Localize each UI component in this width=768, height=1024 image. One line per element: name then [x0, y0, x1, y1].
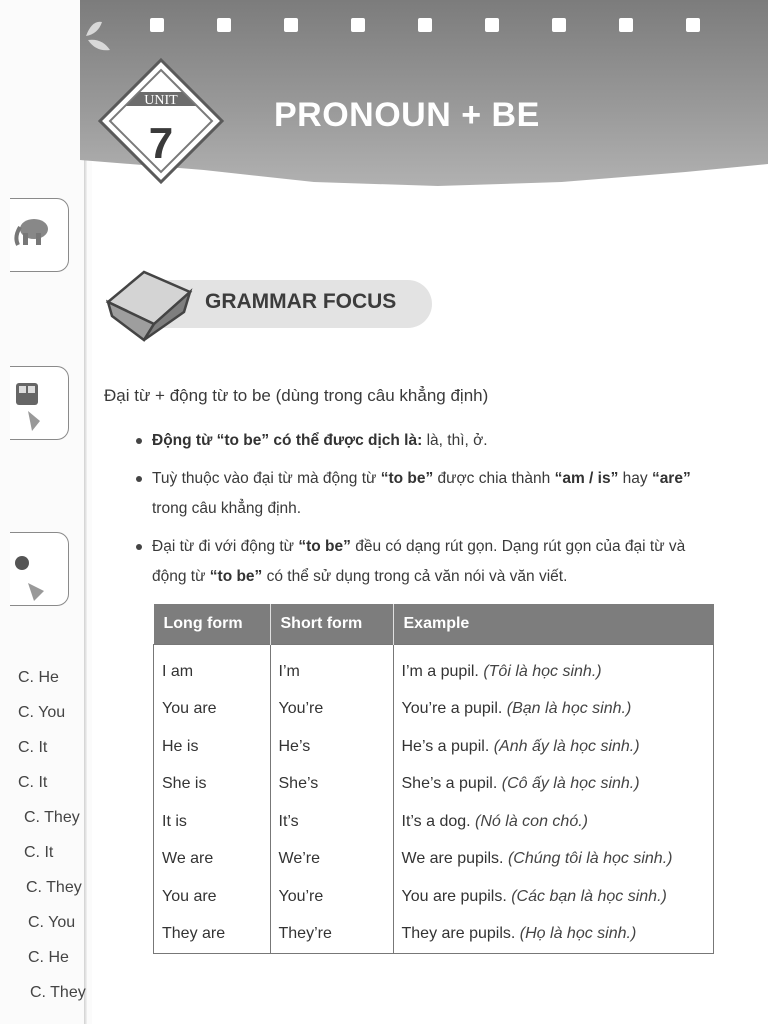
unit-label: UNIT: [144, 93, 178, 108]
example-translation: (Chúng tôi là học sinh.): [507, 850, 673, 868]
bullet-text: có thể sử dụng trong cả văn nói và văn viết.: [262, 568, 568, 585]
short-form-cell: He’s: [270, 728, 393, 766]
margin-answer: C. They: [30, 984, 86, 1001]
unit-badge: [96, 56, 226, 186]
table-row: [154, 803, 714, 841]
elephant-icon: [14, 209, 54, 253]
table-row: [154, 728, 714, 766]
bullet-text: là, thì, ở.: [422, 432, 488, 449]
margin-answer: C. You: [28, 914, 76, 931]
hole: [552, 18, 566, 32]
long-form-cell: She is: [154, 766, 271, 804]
bullet-text: Đại từ đi với động từ: [152, 538, 299, 555]
long-form-cell: I am: [154, 645, 271, 691]
short-form-cell: We’re: [270, 841, 393, 879]
bullet-bold: “are”: [651, 470, 691, 487]
long-form-cell: He is: [154, 728, 271, 766]
example-translation: (Các bạn là học sinh.): [511, 887, 667, 905]
table-body: [154, 645, 714, 954]
table-row: [154, 841, 714, 879]
example-cell: [393, 728, 714, 766]
table-row: [154, 645, 714, 691]
short-form-cell: It’s: [270, 803, 393, 841]
bullet-bold: “to be”: [380, 470, 434, 487]
hole: [418, 18, 432, 32]
table-row: [154, 916, 714, 954]
table-row: [154, 878, 714, 916]
notebook-holes: [150, 18, 750, 32]
bullet-item: [152, 464, 722, 524]
hole: [686, 18, 700, 32]
bullet-text: trong câu khẳng định.: [152, 500, 302, 517]
fish-icon: [14, 543, 54, 603]
margin-answer: C. It: [18, 739, 48, 756]
example-cell: [393, 841, 714, 879]
short-form-cell: I’m: [270, 645, 393, 691]
hole: [150, 18, 164, 32]
grammar-intro: Đại từ + động từ to be (dùng trong câu khẳng định): [104, 386, 489, 405]
hole: [619, 18, 633, 32]
cube-icon: [104, 268, 194, 342]
unit-number: 7: [148, 119, 174, 168]
example-sentence: They are pupils.: [401, 925, 516, 943]
short-form-cell: They’re: [270, 916, 393, 954]
short-form-cell: She’s: [270, 766, 393, 804]
margin-answer: C. They: [24, 809, 80, 826]
bus-icon: [14, 377, 54, 437]
long-form-cell: We are: [154, 841, 271, 879]
bullet-bold: “am / is”: [554, 470, 619, 487]
page-title: PRONOUN + BE: [274, 96, 540, 134]
bus-tab: [10, 366, 69, 440]
table-header-row: [154, 604, 714, 645]
hole: [284, 18, 298, 32]
margin-answer: C. It: [18, 774, 48, 791]
section-label: GRAMMAR FOCUS: [205, 290, 397, 313]
long-form-cell: You are: [154, 691, 271, 729]
bullet-item: [152, 532, 722, 592]
example-sentence: It’s a dog.: [401, 812, 471, 830]
column-header: Short form: [270, 604, 393, 645]
long-form-cell: You are: [154, 878, 271, 916]
example-sentence: She’s a pupil.: [401, 775, 498, 793]
bullet-item: [152, 426, 722, 456]
table-row: [154, 766, 714, 804]
margin-answer: C. You: [18, 704, 66, 721]
bullet-text: Tuỳ thuộc vào đại từ mà động từ: [152, 470, 381, 487]
margin-answer: C. It: [24, 844, 54, 861]
hole: [217, 18, 231, 32]
leaf-icon: [84, 18, 118, 54]
short-form-cell: You’re: [270, 878, 393, 916]
bullet-bold: Động từ “to be” có thể được dịch là:: [152, 432, 423, 449]
margin-answer: C. He: [28, 949, 69, 966]
example-sentence: I’m a pupil.: [401, 662, 479, 680]
long-form-cell: It is: [154, 803, 271, 841]
example-cell: [393, 766, 714, 804]
example-cell: [393, 916, 714, 954]
margin-answer-list: [18, 664, 98, 1014]
elephant-tab: [10, 198, 69, 272]
example-cell: [393, 691, 714, 729]
column-header: Example: [393, 604, 714, 645]
table-row: [154, 691, 714, 729]
bullet-text: được chia thành: [433, 470, 555, 487]
margin-answer: C. He: [18, 669, 59, 686]
fish-tab: [10, 532, 69, 606]
example-cell: [393, 803, 714, 841]
bullet-bold: “to be”: [209, 568, 263, 585]
column-header: Long form: [154, 604, 271, 645]
long-form-cell: They are: [154, 916, 271, 954]
bullet-bold: “to be”: [298, 538, 351, 555]
example-translation: (Bạn là học sinh.): [506, 700, 632, 718]
example-sentence: You are pupils.: [401, 887, 507, 905]
hole: [485, 18, 499, 32]
margin-answer: C. They: [26, 879, 82, 896]
example-sentence: You’re a pupil.: [401, 700, 503, 718]
grammar-bullets: [152, 426, 722, 600]
example-translation: (Cô ấy là học sinh.): [501, 775, 640, 793]
example-translation: (Tôi là học sinh.): [483, 662, 602, 680]
short-form-cell: You’re: [270, 691, 393, 729]
example-translation: (Họ là học sinh.): [519, 925, 637, 943]
example-translation: (Anh ấy là học sinh.): [493, 737, 640, 755]
bullet-text: hay: [618, 470, 652, 487]
hole: [351, 18, 365, 32]
example-sentence: He’s a pupil.: [401, 737, 490, 755]
pronoun-be-table: [153, 604, 714, 954]
example-translation: (Nó là con chó.): [475, 812, 588, 830]
example-cell: [393, 878, 714, 916]
example-sentence: We are pupils.: [401, 850, 504, 868]
example-cell: [393, 645, 714, 691]
bullet-text: đều có dạng rút gọn. Dạng rút gọn của đại từ và động từ: [152, 538, 686, 585]
